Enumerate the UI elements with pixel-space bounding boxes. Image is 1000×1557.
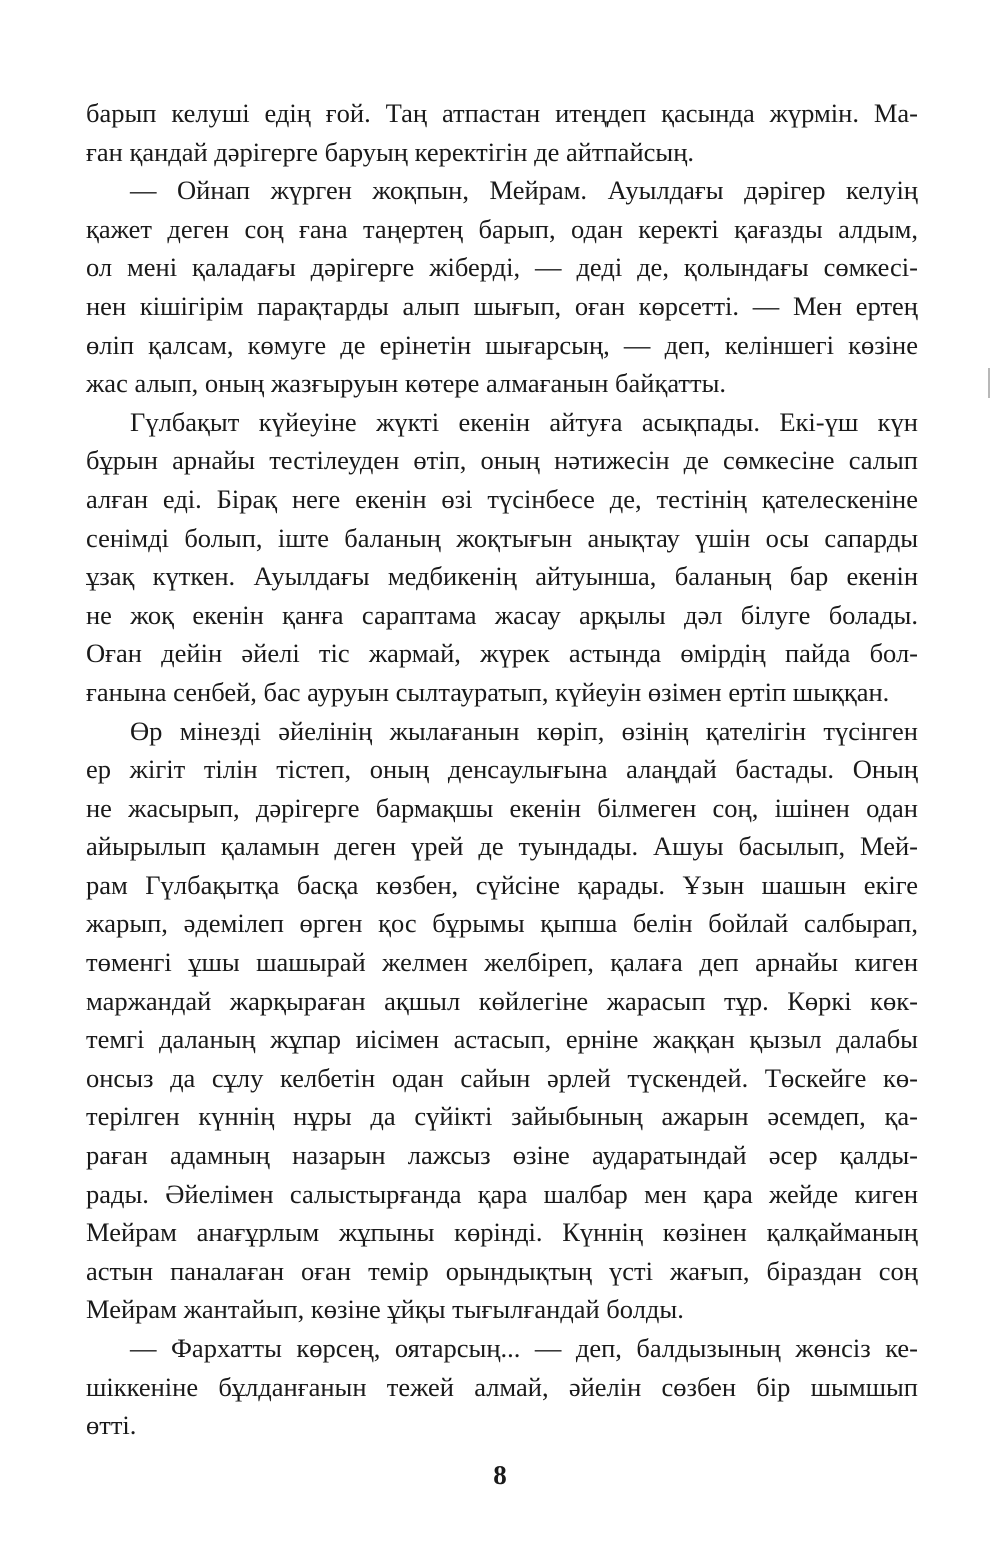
text-line: терілген күннің нұры да сүйікті зайыбының ажарын әсемдеп, қа- xyxy=(86,1101,918,1132)
text-line: жарып, әдемілеп өрген қос бұрымы қыпша белін бойлай салбырап, xyxy=(86,908,918,939)
text-line: өліп қалсам, көмуге де ерінетін шығарсың, — деп, келіншегі көзіне xyxy=(86,329,918,360)
text-line: жас алып, оның жазғыруын көтере алмағанын байқатты. xyxy=(86,368,726,399)
text-line: сенімді болып, іште баланың жоқтығын анықтау үшін осы сапарды xyxy=(86,522,918,553)
scan-edge-mark xyxy=(988,368,990,398)
text-line: ғанына сенбей, бас ауруын сылтауратып, күйеуін өзімен ертіп шыққан. xyxy=(86,676,890,707)
text-line: төменгі ұшы шашырай желмен желбіреп, қалаға деп арнайы киген xyxy=(86,947,918,978)
text-line: Мейрам анағұрлым жұпыны көрінді. Күннің көзінен қалқайманың xyxy=(86,1217,918,1248)
body-text xyxy=(86,94,918,1445)
text-line: барып келуші едің ғой. Таң атпастан итеңдеп қасында жүрмін. Ма- xyxy=(86,98,918,128)
text-line: қажет деген соң ғана таңертең барып, одан керекті қағазды алдым, xyxy=(86,213,918,244)
text-line: астын паналаған оған темір орындықтың үсті жағып, біраздан соң xyxy=(86,1255,918,1286)
text-line: өтті. xyxy=(86,1410,137,1441)
text-line: ған қандай дәрігерге баруың керектігін де айтпайсың. xyxy=(86,136,694,167)
text-line: Оған дейін әйелі тіс жармай, жүрек астында өмірдің пайда бол- xyxy=(86,638,918,669)
text-line: ол мені қаладағы дәрігерге жіберді, — деді де, қолындағы сөмкесі- xyxy=(86,252,918,283)
text-line: бұрын арнайы тестілеуден өтіп, оның нәтижесін де сөмкесіне салып xyxy=(86,445,918,476)
text-line: — Фархатты көрсең, оятарсың... — деп, балдызының жөнсіз ке- xyxy=(130,1333,918,1363)
text-line: айырылып қаламын деген үрей де туындады. Ашуы басылып, Мей- xyxy=(86,831,918,862)
text-line: шіккеніне бұлданғанын тежей алмай, әйелін сөзбен бір шымшып xyxy=(86,1371,918,1402)
text-line: раған адамның назарын лажсыз өзіне аударатындай әсер қалды- xyxy=(86,1140,918,1171)
text-line: — Ойнап жүрген жоқпын, Мейрам. Ауылдағы дәрігер келуің xyxy=(130,175,918,206)
text-line: рам Гүлбақытқа басқа көзбен, сүйсіне қарады. Ұзын шашын екіге xyxy=(86,869,918,900)
text-line: Өр мінезді әйелінің жылағанын көріп, өзінің қателігін түсінген xyxy=(130,715,918,746)
text-line: ұзақ күткен. Ауылдағы медбикенің айтуынша, баланың бар екенін xyxy=(86,561,918,592)
text-line: нен кішігірім парақтарды алып шығып, оған көрсетті. — Мен ертең xyxy=(86,290,918,321)
text-line: темгі даланың жұпар иісімен астасып, ерніне жаққан қызыл далабы xyxy=(86,1024,918,1055)
text-line: Гүлбақыт күйеуіне жүкті екенін айтуға асықпады. Екі-үш күн xyxy=(130,406,918,437)
page-number: 8 xyxy=(493,1460,507,1490)
text-line: онсыз да сұлу келбетін одан сайын әрлей түскендей. Төскейге кө- xyxy=(86,1062,918,1093)
text-line: ер жігіт тілін тістеп, оның денсаулығына алаңдай бастады. Оның xyxy=(86,754,918,785)
text-line: не жоқ екенін қанға сараптама жасау арқылы дәл білуге болады. xyxy=(86,599,918,630)
text-line: маржандай жарқыраған ақшыл көйлегіне жарасып тұр. Көркі көк- xyxy=(86,985,918,1016)
text-line: алған еді. Бірақ неге екенін өзі түсінбесе де, тестінің қателескеніне xyxy=(86,483,918,514)
text-line: не жасырып, дәрігерге бармақшы екенін білмеген соң, ішінен одан xyxy=(86,792,918,823)
text-line: Мейрам жантайып, көзіне ұйқы тығылғандай болды. xyxy=(86,1294,684,1325)
text-line: рады. Әйелімен салыстырғанда қара шалбар мен қара жейде киген xyxy=(86,1178,918,1209)
